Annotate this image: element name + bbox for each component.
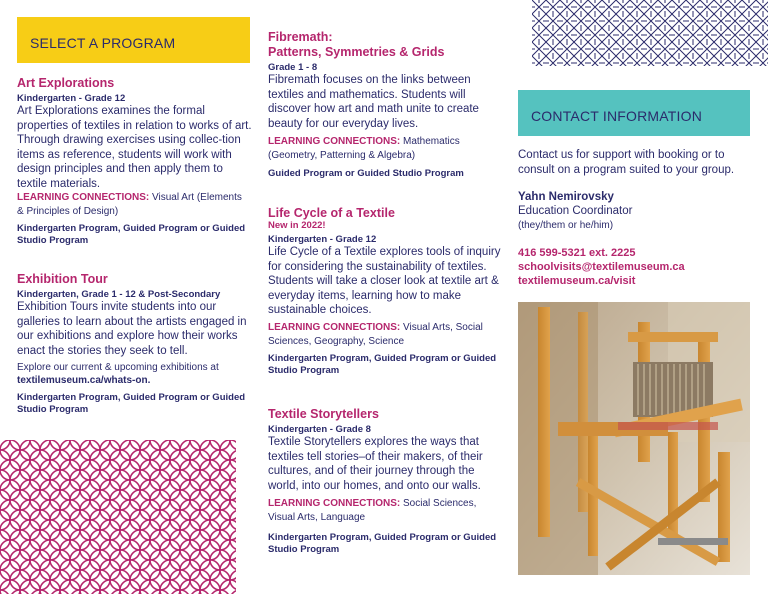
life-cycle-learning-connections — [268, 321, 503, 349]
textile-storytellers-learning-connections — [268, 497, 503, 525]
fibremath-description: Fibremath focuses on the links between textiles and mathematics. Students will discover how art and math unite to create beauty for our everyday lives. — [268, 74, 479, 130]
fibremath-grade: Grade 1 - 8 — [268, 62, 318, 73]
textile-storytellers-program: Kindergarten Program, Guided Program or Guided Studio Program — [268, 532, 497, 555]
art-explorations-learning-connections — [17, 191, 247, 219]
lc-value: Mathematics (Geometry, Patterning & Algebra) — [268, 136, 460, 161]
loom-photo — [518, 302, 750, 575]
fibremath-title-line2: Patterns, Symmetries & Grids — [268, 45, 445, 59]
life-cycle-program: Kindergarten Program, Guided Program or Guided Studio Program — [268, 353, 497, 376]
textile-storytellers-description: Textile Storytellers explores the ways that textiles tell stories–of their makers, of their cultures, and of their journey through the world, into our homes, and onto our walls. — [268, 436, 483, 492]
textile-storytellers-title: Textile Storytellers — [268, 407, 379, 421]
exhibition-tour-grade: Kindergarten, Grade 1 - 12 & Post-Secondary — [17, 289, 221, 300]
contact-information-heading: CONTACT INFORMATION — [531, 108, 703, 124]
exhibition-tour-explore — [17, 361, 252, 387]
contact-information-banner — [518, 90, 750, 136]
lc-label: LEARNING CONNECTIONS: — [268, 136, 401, 147]
fibremath-learning-connections — [268, 135, 503, 163]
contact-pronouns: (they/them or he/him) — [518, 220, 614, 231]
fibremath-program: Guided Program or Guided Studio Program — [268, 168, 464, 179]
life-cycle-grade: Kindergarten - Grade 12 — [268, 234, 377, 245]
exhibition-tour-program: Kindergarten Program, Guided Program or Guided Studio Program — [17, 392, 246, 415]
life-cycle-title: Life Cycle of a Textile — [268, 206, 395, 220]
contact-email[interactable]: schoolvisits@textilemuseum.ca — [518, 261, 685, 273]
explore-text: Explore our current & upcoming exhibitions at — [17, 362, 219, 373]
art-explorations-program: Kindergarten Program, Guided Program or Guided Studio Program — [17, 223, 246, 246]
contact-name: Yahn Nemirovsky — [518, 191, 614, 203]
lc-label: LEARNING CONNECTIONS: — [17, 192, 150, 203]
exhibition-tour-description: Exhibition Tours invite students into our galleries to learn about the artists engaged in our exhibitions and explore how their works enact the stories they seek to tell. — [17, 301, 247, 357]
contact-phone[interactable]: 416 599-5321 ext. 2225 — [518, 247, 636, 259]
lc-value: Social Sciences, Visual Arts, Language — [268, 498, 477, 523]
lc-value: Visual Arts, Social Sciences, Geography, Science — [268, 322, 483, 347]
contact-role: Education Coordinator — [518, 205, 633, 217]
lattice-pattern — [532, 0, 768, 66]
select-program-banner — [17, 17, 250, 63]
textile-storytellers-grade: Kindergarten - Grade 8 — [268, 424, 371, 435]
lc-value: Visual Art (Elements & Principles of Design) — [17, 192, 242, 217]
new-badge: New in 2022! — [268, 220, 326, 231]
art-explorations-description: Art Explorations examines the formal properties of textiles in relation to works of art. Through drawing exercises using collec-tion items as reference, students will work with design principles and then apply them to textile materials. — [17, 105, 252, 190]
whats-on-link[interactable]: textilemuseum.ca/whats-on. — [17, 375, 151, 386]
contact-intro: Contact us for support with booking or to consult on a program suited to your group. — [518, 149, 735, 176]
art-explorations-title: Art Explorations — [17, 76, 115, 90]
fibremath-title-line1: Fibremath: — [268, 30, 333, 44]
exhibition-tour-title: Exhibition Tour — [17, 272, 108, 286]
lc-label: LEARNING CONNECTIONS: — [268, 498, 401, 509]
contact-website[interactable]: textilemuseum.ca/visit — [518, 275, 636, 287]
circle-pattern — [0, 440, 236, 594]
select-program-heading: SELECT A PROGRAM — [30, 35, 176, 51]
lc-label: LEARNING CONNECTIONS: — [268, 322, 401, 333]
life-cycle-description: Life Cycle of a Textile explores tools of inquiry for considering the sustainability of textiles. Students will take a closer look at textile art & everyday items, learning how to make sustainable choices. — [268, 246, 501, 316]
art-explorations-grade: Kindergarten - Grade 12 — [17, 93, 126, 104]
